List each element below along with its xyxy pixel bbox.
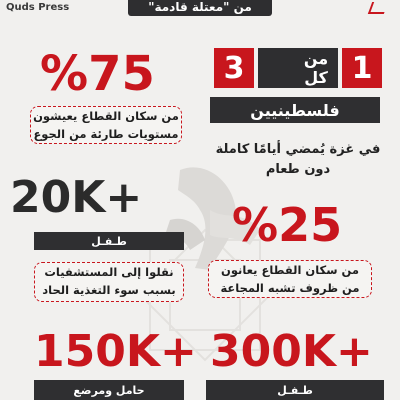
stat-75-caption-line2: مستويات طارئة من الجوع xyxy=(33,127,179,141)
stat-150k-value: 150K+ xyxy=(34,326,197,377)
stat-25-caption-line1: من سكان القطاع يعانون xyxy=(221,263,359,277)
stat-75-caption xyxy=(30,106,182,144)
stat-20k-caption xyxy=(34,262,184,302)
title-banner xyxy=(128,0,272,16)
header xyxy=(0,0,400,20)
stat-20k-label: طـفـل xyxy=(34,232,184,250)
stat-25-caption xyxy=(208,260,372,298)
ratio-description xyxy=(214,140,382,180)
stat-20k-caption-line1: نقلوا إلى المستشفيات xyxy=(44,265,174,279)
banner-text: من "معتلة قادمة" xyxy=(148,0,252,14)
stat-300k-label: طـفـل xyxy=(206,380,384,400)
corner-mark-icon xyxy=(368,2,388,14)
logo-text: Quds Press xyxy=(6,2,70,13)
ratio-numerator: 1 xyxy=(342,48,382,88)
stat-300k-value: 300K+ xyxy=(210,326,373,377)
stat-25-value: %25 xyxy=(232,198,343,252)
ratio-label-bar: فلسطينيين xyxy=(210,97,380,123)
ratio-of-label: من كل xyxy=(303,49,329,87)
stat-75-caption-line1: من سكان القطاع يعيشون xyxy=(33,109,179,123)
stat-150k-label: حامل ومرضع xyxy=(34,380,184,400)
ratio-denominator: 3 xyxy=(214,48,254,88)
ratio-description-line2: دون طعام xyxy=(265,162,331,177)
stat-25-caption-line2: من ظروف تشبه المجاعة xyxy=(220,281,360,295)
stat-20k-caption-line2: بسبب سوء التغذية الحاد xyxy=(42,283,176,297)
stat-75-value: %75 xyxy=(40,46,155,102)
stat-20k-value: 20K+ xyxy=(10,172,143,223)
ratio-description-line1: في غزة يُمضي أيامًا كاملة xyxy=(215,142,381,157)
ratio-of-box xyxy=(258,48,338,88)
